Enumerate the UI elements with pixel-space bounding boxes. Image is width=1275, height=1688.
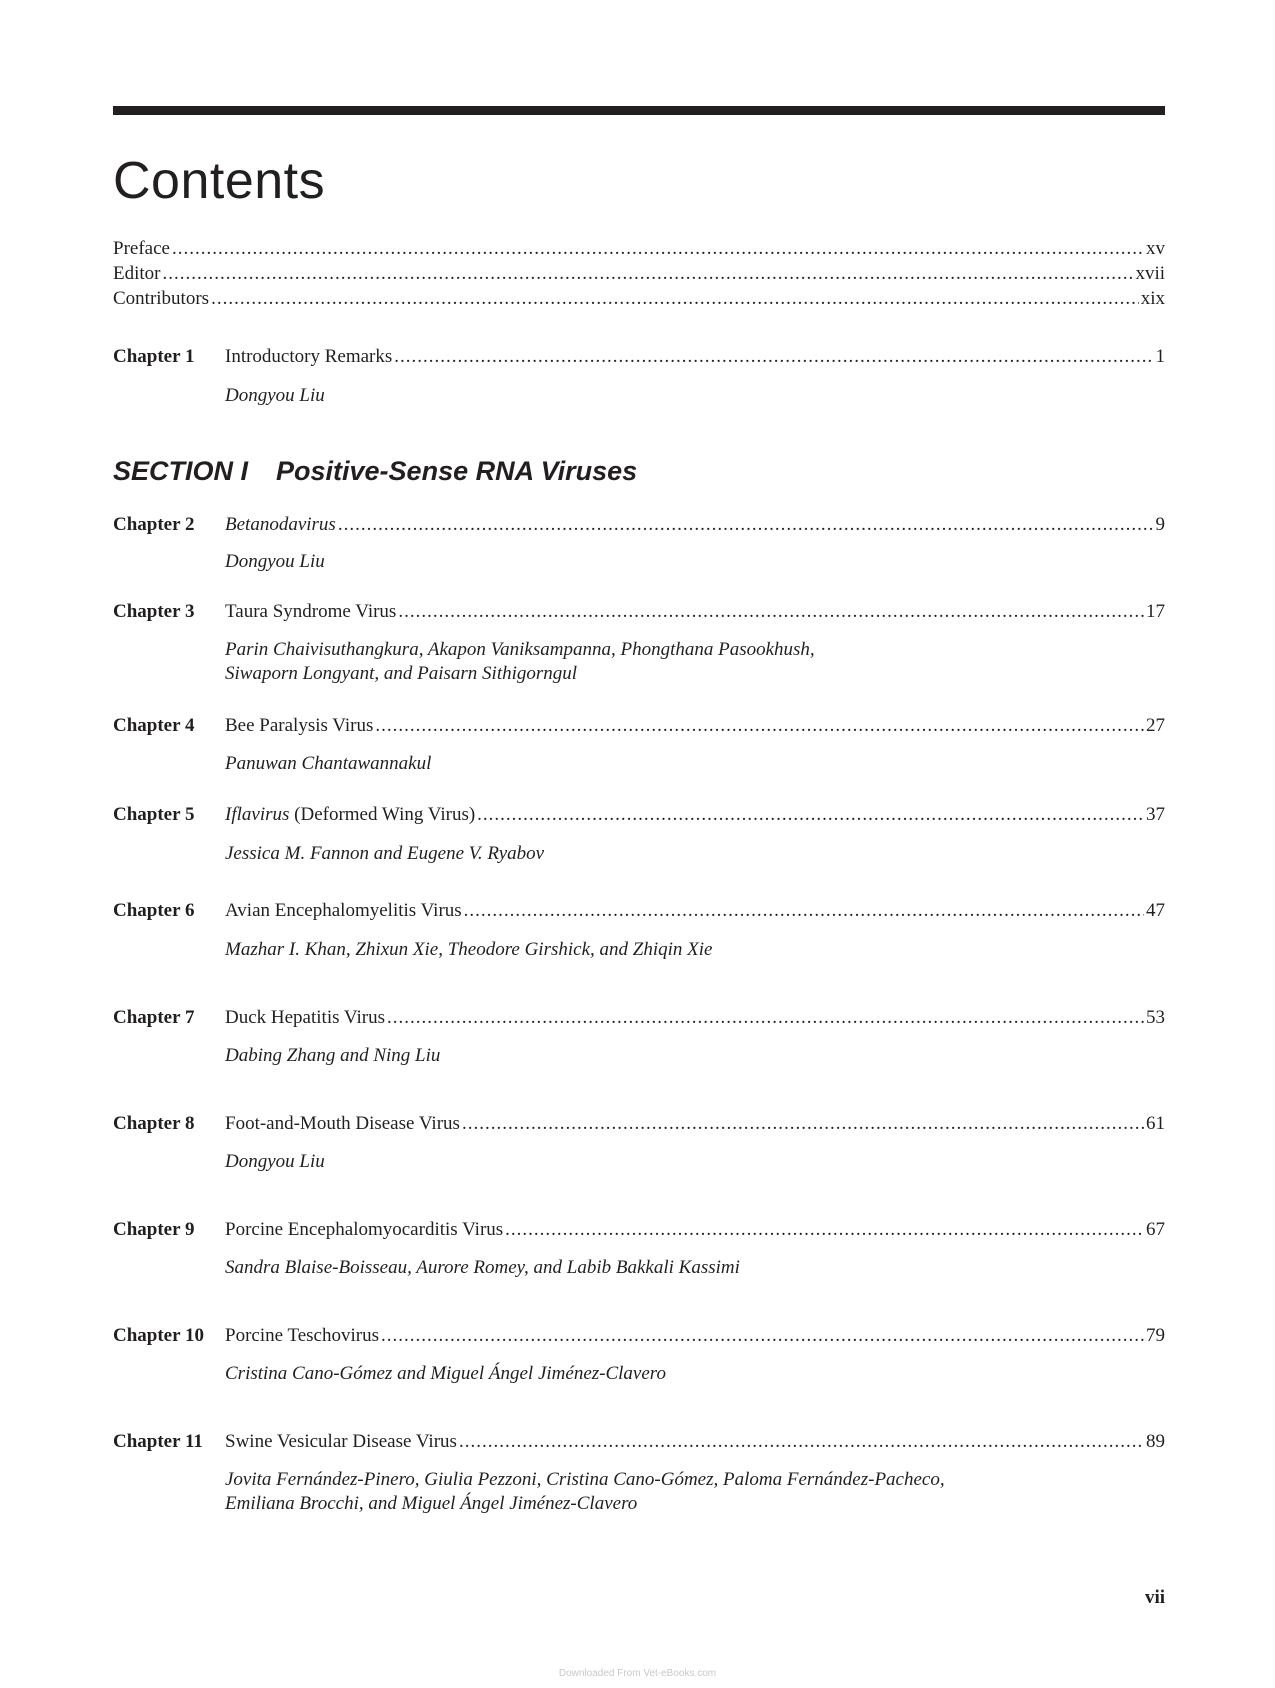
page-number: 47 xyxy=(1146,900,1165,921)
chapter-title: Introductory Remarks xyxy=(225,346,393,367)
toc-entry-chapter-7 xyxy=(225,1006,1165,1030)
chapter-label: Chapter 9 xyxy=(113,1219,195,1240)
chapter-authors: Dabing Zhang and Ning Liu xyxy=(225,1045,441,1066)
toc-entry-chapter-11 xyxy=(225,1430,1165,1454)
chapter-authors: Emiliana Brocchi, and Miguel Ángel Jiménez-Clavero xyxy=(225,1493,638,1514)
dot-leader xyxy=(163,262,1134,286)
chapter-title: Swine Vesicular Disease Virus xyxy=(225,1431,457,1452)
toc-page xyxy=(113,0,1165,1688)
watermark-text: Downloaded From Vet-eBooks.com xyxy=(558,1668,717,1679)
dot-leader xyxy=(172,237,1144,261)
chapter-title: Iflavirus (Deformed Wing Virus) xyxy=(225,804,476,825)
dot-leader xyxy=(387,1006,1144,1030)
chapter-title: Betanodavirus xyxy=(225,514,336,535)
chapter-label: Chapter 2 xyxy=(113,514,195,535)
toc-entry-chapter-5 xyxy=(225,803,1165,827)
page-number: 9 xyxy=(1155,514,1165,535)
dot-leader xyxy=(459,1430,1144,1454)
page-number: 67 xyxy=(1146,1219,1165,1240)
chapter-authors: Dongyou Liu xyxy=(225,551,325,572)
chapter-title: Porcine Teschovirus xyxy=(225,1325,379,1346)
chapter-title: Duck Hepatitis Virus xyxy=(225,1007,385,1028)
chapter-label: Chapter 5 xyxy=(113,804,195,825)
page-number: 1 xyxy=(1155,346,1165,367)
entry-label: Preface xyxy=(113,238,170,259)
page-number: 61 xyxy=(1146,1113,1165,1134)
top-rule xyxy=(113,106,1165,115)
dot-leader xyxy=(398,600,1144,624)
chapter-label: Chapter 10 xyxy=(113,1325,204,1346)
page-number: xvii xyxy=(1135,263,1165,284)
toc-entry-chapter-8 xyxy=(225,1112,1165,1136)
chapter-label: Chapter 6 xyxy=(113,900,195,921)
chapter-title: Foot-and-Mouth Disease Virus xyxy=(225,1113,460,1134)
dot-leader xyxy=(211,287,1139,311)
chapter-title: Porcine Encephalomyocarditis Virus xyxy=(225,1219,504,1240)
chapter-authors: Siwaporn Longyant, and Paisarn Sithigorngul xyxy=(225,663,578,684)
dot-leader xyxy=(477,803,1144,827)
chapter-label: Chapter 4 xyxy=(113,715,195,736)
chapter-label: Chapter 1 xyxy=(113,346,195,367)
chapter-authors: Jovita Fernández-Pinero, Giulia Pezzoni, Cristina Cano-Gómez, Paloma Fernández-Pacheco, xyxy=(225,1469,945,1490)
page-title: Contents xyxy=(113,152,326,210)
chapter-label: Chapter 11 xyxy=(113,1431,203,1452)
page-number: 79 xyxy=(1146,1325,1165,1346)
toc-entry-chapter-10 xyxy=(225,1324,1165,1348)
dot-leader xyxy=(464,899,1144,923)
toc-entry-contributors xyxy=(113,287,1165,311)
toc-entry-chapter-1 xyxy=(225,345,1165,369)
page-number: 37 xyxy=(1146,804,1165,825)
dot-leader xyxy=(462,1112,1144,1136)
page-number: 89 xyxy=(1146,1431,1165,1452)
chapter-authors: Dongyou Liu xyxy=(225,385,325,406)
dot-leader xyxy=(338,513,1154,537)
toc-entry-chapter-2 xyxy=(225,513,1165,537)
chapter-authors: Panuwan Chantawannakul xyxy=(225,753,432,774)
chapter-label: Chapter 7 xyxy=(113,1007,195,1028)
page-folio: vii xyxy=(1144,1587,1165,1608)
chapter-authors: Dongyou Liu xyxy=(225,1151,325,1172)
section-title: Positive-Sense RNA Viruses xyxy=(276,456,638,486)
section-number: SECTION I xyxy=(113,456,249,486)
entry-label: Contributors xyxy=(113,288,210,309)
chapter-title: Taura Syndrome Virus xyxy=(225,601,397,622)
page-number: xix xyxy=(1140,288,1165,309)
page-number: 17 xyxy=(1146,601,1165,622)
chapter-authors: Sandra Blaise-Boisseau, Aurore Romey, and Labib Bakkali Kassimi xyxy=(225,1257,740,1278)
chapter-authors: Cristina Cano-Gómez and Miguel Ángel Jiménez-Clavero xyxy=(225,1363,666,1384)
toc-entry-preface xyxy=(113,237,1165,261)
page-number: xv xyxy=(1146,238,1165,259)
toc-entry-chapter-4 xyxy=(225,714,1165,738)
toc-entry-chapter-6 xyxy=(225,899,1165,923)
chapter-title: Bee Paralysis Virus xyxy=(225,715,374,736)
chapter-authors: Parin Chaivisuthangkura, Akapon Vaniksampanna, Phongthana Pasookhush, xyxy=(225,639,815,660)
dot-leader xyxy=(394,345,1153,369)
dot-leader xyxy=(505,1218,1144,1242)
toc-entry-chapter-3 xyxy=(225,600,1165,624)
chapter-authors: Mazhar I. Khan, Zhixun Xie, Theodore Girshick, and Zhiqin Xie xyxy=(225,939,713,960)
chapter-label: Chapter 8 xyxy=(113,1113,195,1134)
section-heading xyxy=(113,454,637,488)
toc-entry-chapter-9 xyxy=(225,1218,1165,1242)
dot-leader xyxy=(381,1324,1144,1348)
entry-label: Editor xyxy=(113,263,161,284)
chapter-authors: Jessica M. Fannon and Eugene V. Ryabov xyxy=(225,843,545,864)
page-number: 53 xyxy=(1146,1007,1165,1028)
page-number: 27 xyxy=(1146,715,1165,736)
chapter-title: Avian Encephalomyelitis Virus xyxy=(225,900,462,921)
toc-entry-editor xyxy=(113,262,1165,286)
dot-leader xyxy=(375,714,1144,738)
chapter-label: Chapter 3 xyxy=(113,601,195,622)
